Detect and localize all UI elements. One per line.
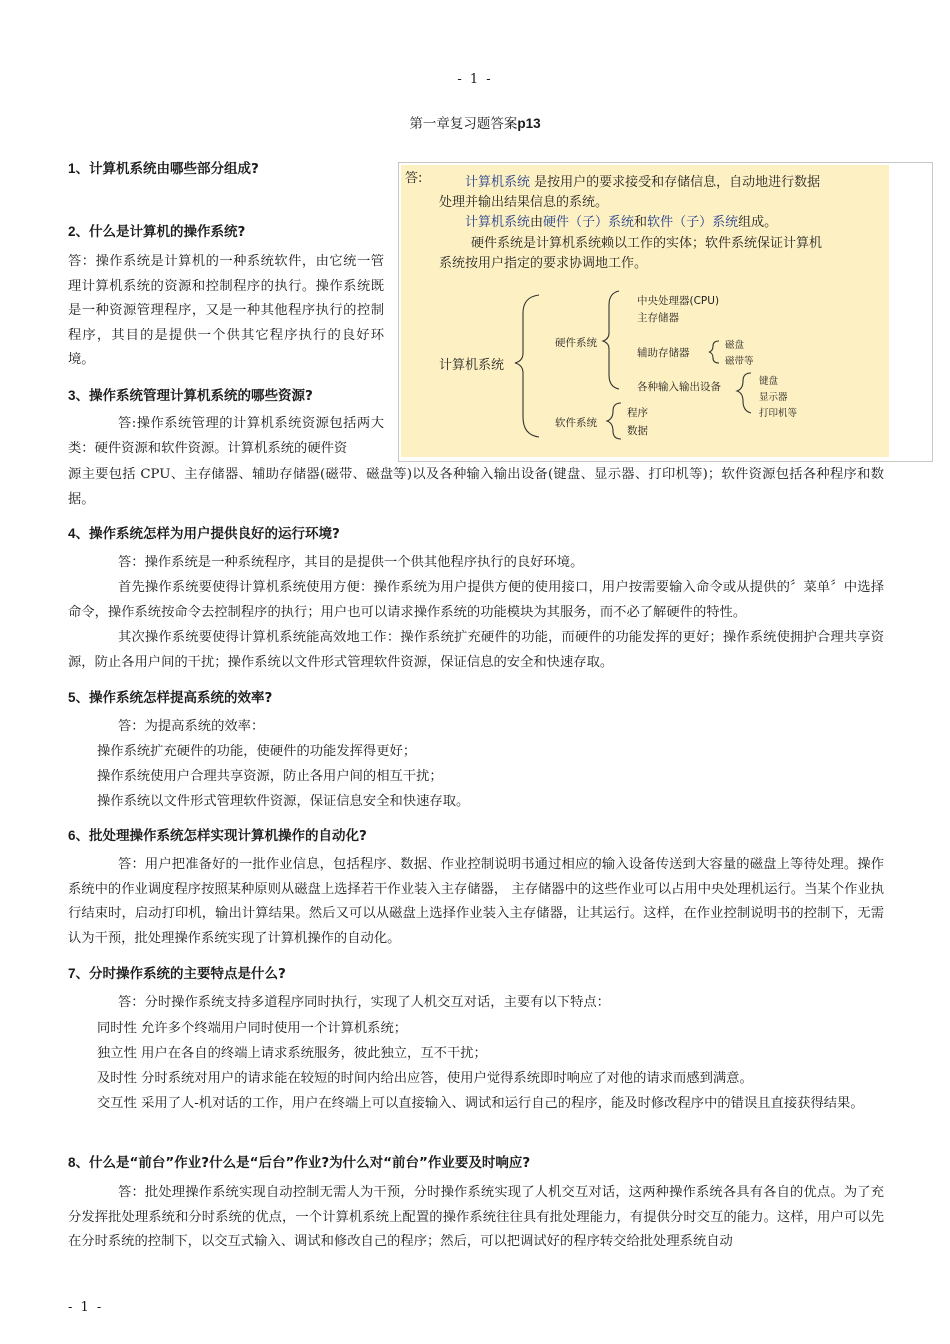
- question-6: [68, 824, 367, 844]
- answer-5-item: 操作系统以文件形式管理软件资源，保证信息安全和快速存取。: [97, 794, 470, 809]
- question-number: 6: [68, 828, 76, 843]
- question-number: 4: [68, 526, 76, 541]
- diagram-line-5: 系统按用户指定的要求协调地工作。: [439, 256, 648, 271]
- question-8: [68, 1151, 530, 1171]
- node-cpu: 中央处理器(CPU): [637, 295, 720, 307]
- question-text: 、分时操作系统的主要特点是什么?: [75, 966, 286, 982]
- computer-system-diagram: [398, 162, 933, 462]
- answer-7-item: 独立性 用户在各自的终端上请求系统服务，彼此独立，互不干扰；: [97, 1046, 487, 1061]
- node-aux-storage: 辅助存储器: [637, 347, 690, 359]
- question-number: 5: [68, 690, 76, 705]
- question-number: 2: [68, 224, 76, 239]
- diagram-line-4: 硬件系统是计算机系统赖以工作的实体；软件系统保证计算机: [471, 236, 823, 251]
- hardware-brace: [603, 291, 619, 389]
- diagram-term: 计算机系统: [465, 175, 531, 190]
- question-text: 、什么是“前台”作业?什么是“后台”作业?为什么对“前台”作业要及时响应?: [75, 1155, 531, 1171]
- diagram-text: 由: [530, 215, 544, 230]
- diagram-term: 计算机系统: [465, 215, 531, 230]
- node-keyboard: 键盘: [759, 376, 779, 387]
- root-brace: [515, 295, 539, 437]
- answer-4-p1: 答：操作系统是一种系统程序，其目的是提供一个供其他程序执行的良好环境。: [118, 555, 584, 570]
- question-text: 、什么是计算机的操作系统?: [75, 224, 246, 240]
- diagram-answer-label: 答:: [405, 171, 423, 186]
- node-printer: 打印机等: [759, 408, 798, 419]
- question-number: 8: [68, 1155, 76, 1170]
- page-number-bottom: - 1 -: [68, 1300, 104, 1315]
- node-software: 软件系统: [555, 417, 597, 429]
- question-number: 3: [68, 388, 76, 403]
- diagram-line-1: [465, 171, 820, 190]
- node-data: 数据: [627, 425, 648, 437]
- page-number-top: - 1 -: [457, 72, 493, 87]
- node-display: 显示器: [759, 392, 788, 403]
- question-5: [68, 686, 272, 706]
- node-tape: 磁带等: [725, 356, 754, 367]
- answer-7-item: 及时性 分时系统对用户的请求能在较短的时间内给出应答，使用户觉得系统即时响应了对他的请求而感到满意。: [97, 1071, 753, 1086]
- software-brace: [607, 403, 621, 439]
- question-number: 1: [68, 161, 76, 176]
- page-title: [0, 112, 950, 132]
- node-disk: 磁盘: [725, 340, 745, 351]
- answer-6-p1: 答：用户把准备好的一批作业信息，包括程序、数据、作业控制说明书通过相应的输入设备传送到大容量的磁盘上等待处理。操作系统中的作业调度程序按照某种原则从磁盘上选择若干作业装入主存储器， 主存储器中的这些作业可以占用中央处理机运行。当某个作业执行结束时，启动打印机，输出计算结果。然后又可以从磁盘上选择作业装入主存储器，让其运行。这样，在作业控制说明书的控制下，无需认为干预，批处理操作系统实现了计算机操作的自动化。: [68, 857, 884, 946]
- diagram-term: 软件（子）系统: [647, 215, 739, 230]
- node-hardware: 硬件系统: [555, 337, 597, 349]
- question-1: [68, 157, 259, 177]
- question-4: [68, 522, 340, 542]
- answer-7-item: 交互性 采用了人-机对话的工作，用户在终端上可以直接输入、调试和运行自己的程序，能及时修改程序中的错误且直接获得结果。: [97, 1096, 864, 1111]
- answer-3-part-a: 答:操作系统管理的计算机系统资源包括两大类：硬件资源和软件资源。计算机系统的硬件资: [68, 416, 384, 456]
- answer-5-item: 操作系统扩充硬件的功能，使硬件的功能发挥得更好；: [97, 744, 417, 759]
- answer-3-part-b: 源主要包括 CPU、主存储器、辅助存储器(磁带、磁盘等)以及各种输入输出设备(键盘、显示器、打印机等)；软件资源包括各种程序和数据。: [68, 467, 884, 507]
- answer-5-p1: 答：为提高系统的效率：: [118, 719, 265, 734]
- node-main-memory: 主存储器: [637, 312, 679, 324]
- diagram-line-1-text: 是按用户的要求接受和存储信息，自动地进行数据: [530, 175, 821, 190]
- diagram-text: 和: [634, 215, 648, 230]
- answer-7-item: 同时性 允许多个终端用户同时使用一个计算机系统；: [97, 1021, 408, 1036]
- io-brace: [737, 373, 751, 413]
- question-3: [68, 384, 313, 404]
- node-computer-system: 计算机系统: [439, 358, 505, 373]
- question-number: 7: [68, 966, 76, 981]
- aux-brace: [709, 341, 719, 363]
- answer-7-p1: 答：分时操作系统支持多道程序同时执行，实现了人机交互对话，主要有以下特点：: [118, 995, 610, 1010]
- answer-8-p1: 答：批处理操作系统实现自动控制无需人为干预，分时操作系统实现了人机交互对话，这两种操作系统各具有各自的优点。为了充分发挥批处理系统和分时系统的优点，一个计算机系统上配置的操作系统往往具有批处理能力，有提供分时交互的能力。这样，用户可以先在分时系统的控制下，以交互式输入、调试和修改自己的程序；然后，可以把调试好的程序转交给批处理系统自动: [68, 1185, 884, 1249]
- diagram-line-2: 处理并输出结果信息的系统。: [439, 195, 609, 210]
- question-text: 、计算机系统由哪些部分组成?: [75, 161, 259, 177]
- node-program: 程序: [627, 407, 648, 419]
- answer-4-p2: 首先操作系统要使得计算机系统使用方便：操作系统为用户提供方便的使用接口，用户按需要输入命令或从提供的〞菜单〞中选择命令，操作系统按命令去控制程序的执行；用户也可以请求操作系统的功能模块为其服务，而不必了解硬件的特性。: [68, 580, 884, 620]
- diagram-term: 硬件（子）系统: [543, 215, 635, 230]
- question-text: 、操作系统怎样为用户提供良好的运行环境?: [75, 526, 340, 542]
- question-text: 、操作系统怎样提高系统的效率?: [75, 690, 273, 706]
- answer-2: 答：操作系统是计算机的一种系统软件，由它统一管理计算机系统的资源和控制程序的执行。操作系统既是一种资源管理程序，又是一种其他程序执行的控制程序，其目的是提供一个供其它程序执行的良好环境。: [68, 254, 384, 367]
- node-io-devices: 各种输入输出设备: [637, 381, 721, 393]
- title-text: 第一章复习题答案: [409, 116, 518, 132]
- diagram-text: 组成。: [738, 215, 778, 230]
- question-text: 、操作系统管理计算机系统的哪些资源?: [75, 388, 313, 404]
- answer-5-item: 操作系统使用户合理共享资源，防止各用户间的相互干扰；: [97, 769, 443, 784]
- question-2: [68, 220, 245, 240]
- question-text: 、批处理操作系统怎样实现计算机操作的自动化?: [75, 828, 367, 844]
- title-suffix: p13: [517, 116, 541, 131]
- answer-4-p3: 其次操作系统要使得计算机系统能高效地工作：操作系统扩充硬件的功能，而硬件的功能发挥的更好；操作系统使拥护合理共享资源，防止各用户间的干扰；操作系统以文件形式管理软件资源，保证信息的安全和快速存取。: [68, 630, 884, 670]
- question-7: [68, 962, 286, 982]
- diagram-line-3: [465, 211, 777, 230]
